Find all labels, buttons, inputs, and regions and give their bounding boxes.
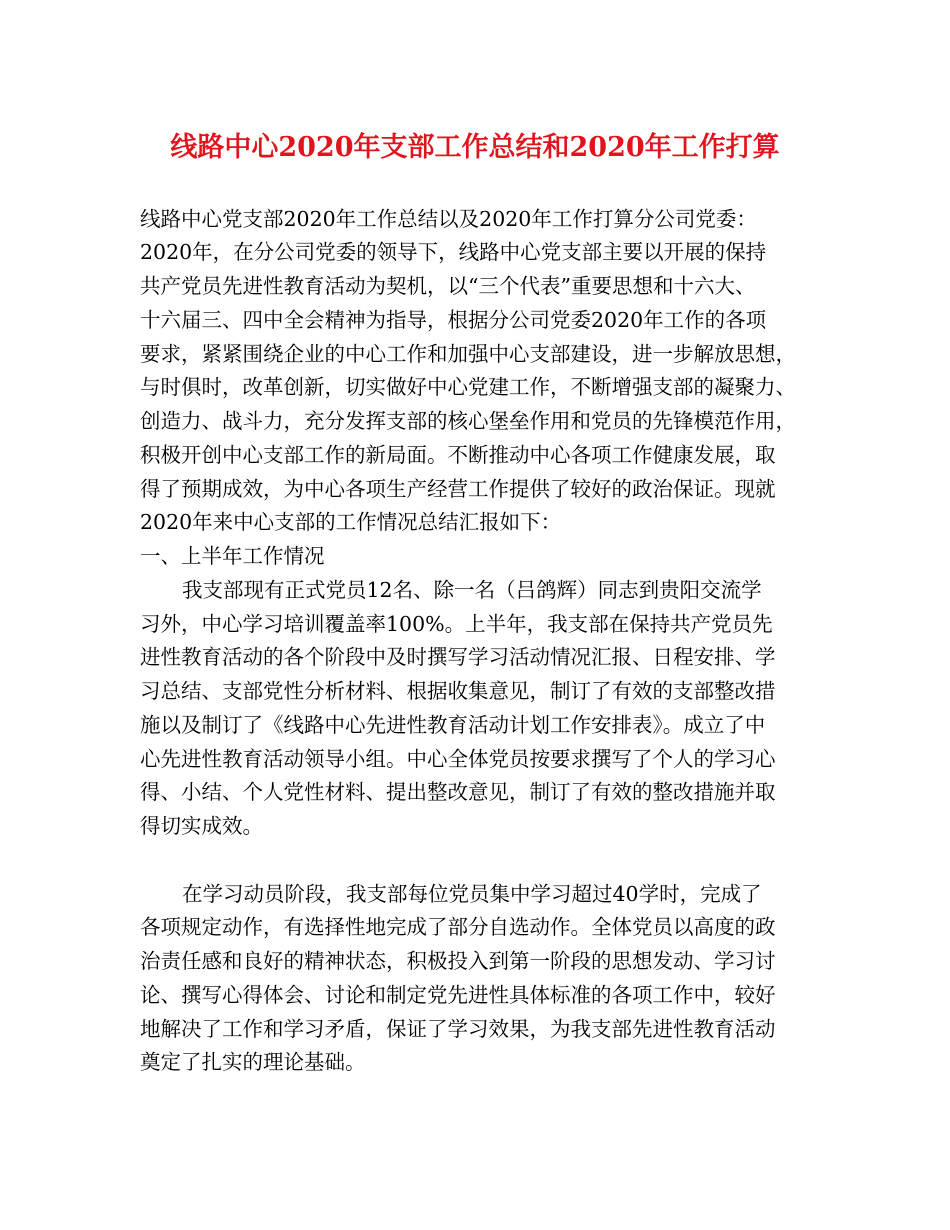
paragraph-line: 治责任感和良好的精神状态，积极投入到第一阶段的思想发动、学习讨 [140,949,776,973]
paragraph-line: 地解决了工作和学习矛盾，保证了学习效果，为我支部先进性教育活动 [140,1017,776,1041]
paragraph-line: 要求，紧紧围绕企业的中心工作和加强中心支部建设，进一步解放思想， [140,342,796,366]
paragraph-line: 与时俱时，改革创新，切实做好中心党建工作，不断增强支部的凝聚力、 [140,375,796,399]
paragraph-line: 奠定了扎实的理论基础。 [140,1050,366,1074]
paragraph-line: 共产党员先进性教育活动为契机，以“三个代表”重要思想和十六大、 [140,274,756,298]
paragraph-line: 心先进性教育活动领导小组。中心全体党员按要求撰写了个人的学习心 [140,747,776,771]
paragraph-line: 十六届三、四中全会精神为指导，根据分公司党委2020年工作的各项 [140,308,767,332]
paragraph-line: 线路中心党支部2020年工作总结以及2020年工作打算分公司党委： [140,207,757,231]
paragraph-line: 得切实成效。 [140,814,263,838]
paragraph-line: 积极开创中心支部工作的新局面。不断推动中心各项工作健康发展，取 [140,443,776,467]
paragraph-line: 论、撰写心得体会、讨论和制定党先进性具体标准的各项工作中，较好 [140,983,776,1007]
paragraph-line: 我支部现有正式党员12名、除一名（吕鸽辉）同志到贵阳交流学 [182,578,762,602]
paragraph-line: 习总结、支部党性分析材料、根据收集意见，制订了有效的支部整改措 [140,679,776,703]
paragraph-line: 得了预期成效，为中心各项生产经营工作提供了较好的政治保证。现就 [140,477,776,501]
paragraph-line: 进性教育活动的各个阶段中及时撰写学习活动情况汇报、日程安排、学 [140,645,776,669]
paragraph-line: 2020年来中心支部的工作情况总结汇报如下： [140,510,562,534]
paragraph-line: 施以及制订了《线路中心先进性教育活动计划工作安排表》。成立了中 [140,713,766,737]
paragraph-line: 得、小结、个人党性材料、提出整改意见，制订了有效的整改措施并取 [140,780,776,804]
paragraph-line: 习外，中心学习培训覆盖率100%。上半年，我支部在保持共产党员先 [140,612,773,636]
paragraph-line: 在学习动员阶段，我支部每位党员集中学习超过40学时，完成了 [182,882,762,906]
paragraph-line: 创造力、战斗力，充分发挥支部的核心堡垒作用和党员的先锋模范作用， [140,409,796,433]
document-title: 线路中心2020年支部工作总结和2020年工作打算 [170,132,780,163]
paragraph-line: 2020年，在分公司党委的领导下，线路中心党支部主要以开展的保持 [140,240,767,264]
paragraph-line: 各项规定动作，有选择性地完成了部分自选动作。全体党员以高度的政 [140,915,776,939]
section-heading: 一、上半年工作情况 [140,544,325,568]
